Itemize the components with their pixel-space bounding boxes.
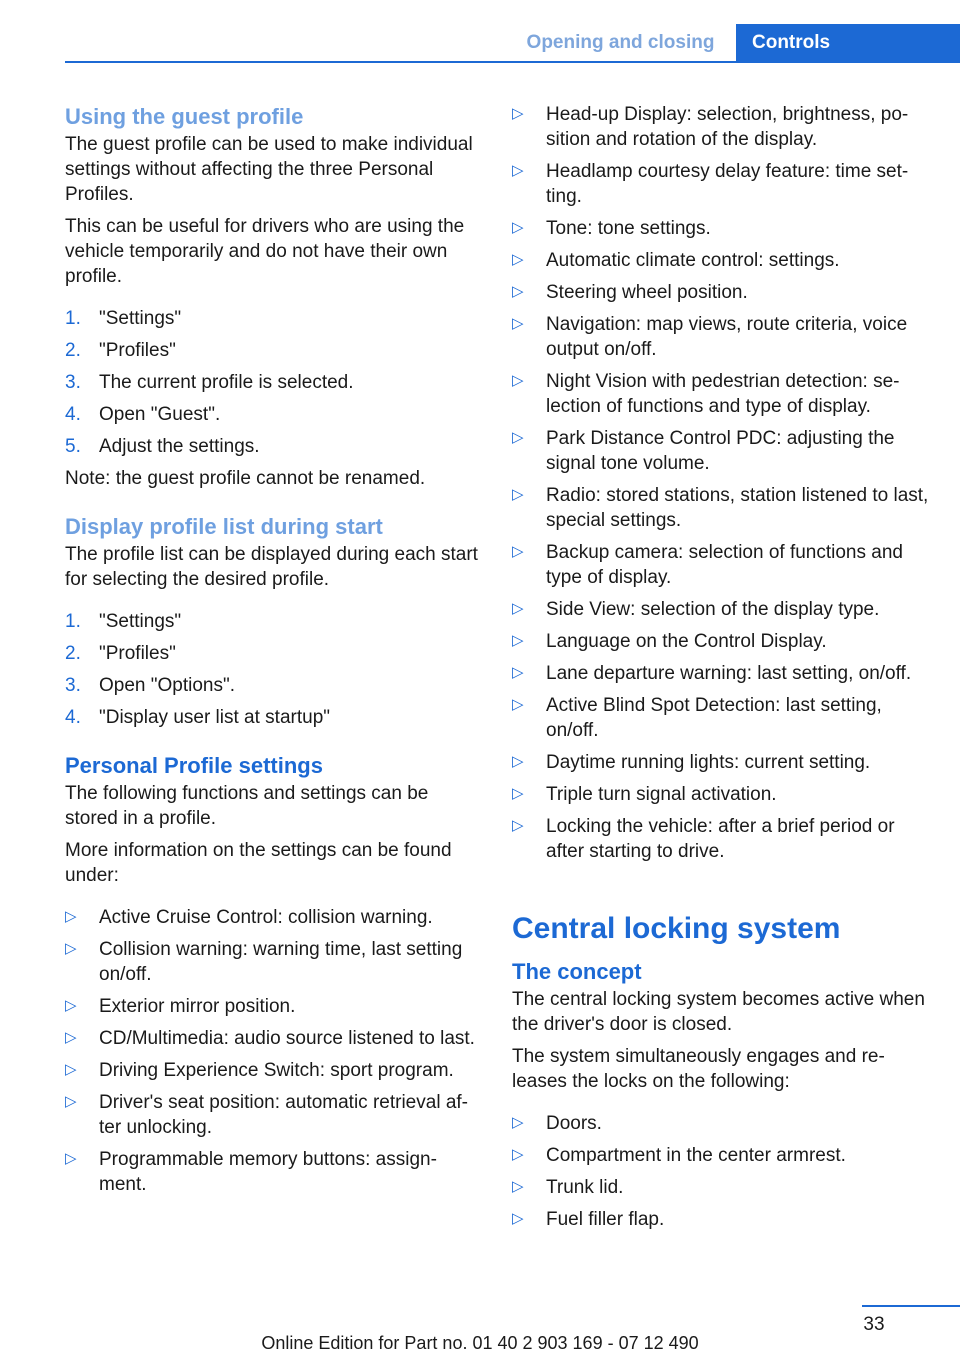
step-number: 4. <box>65 707 81 728</box>
list-item-text: Driver's seat position: automatic retrieval af-ter unlocking. <box>99 1092 468 1138</box>
list-item <box>65 609 483 634</box>
triangle-bullet-icon: ▷ <box>512 817 524 834</box>
list-item-text: CD/Multimedia: audio source listened to last. <box>99 1028 475 1049</box>
list-item <box>512 1207 932 1232</box>
list-item-text: Headlamp courtesy delay feature: time set-ting. <box>546 161 909 207</box>
list-item <box>512 280 932 305</box>
list-item-text: Locking the vehicle: after a brief period or after starting to drive. <box>546 816 895 862</box>
list-item-text: Doors. <box>546 1113 602 1134</box>
triangle-bullet-icon: ▷ <box>512 632 524 649</box>
list-item-text: Automatic climate control: settings. <box>546 250 840 271</box>
list-item <box>512 312 932 362</box>
list-item <box>65 370 483 395</box>
footer-edition: Online Edition for Part no. 01 40 2 903 169 - 07 12 490 <box>261 1333 699 1353</box>
step-number: 3. <box>65 675 81 696</box>
triangle-bullet-icon: ▷ <box>512 486 524 503</box>
triangle-bullet-icon: ▷ <box>512 543 524 560</box>
step-number: 2. <box>65 340 81 361</box>
list-item <box>65 641 483 666</box>
triangle-bullet-icon: ▷ <box>512 429 524 446</box>
list-item-text: Driving Experience Switch: sport program. <box>99 1060 454 1081</box>
concept-list <box>512 1111 932 1232</box>
concept-heading: The concept <box>512 959 642 984</box>
list-item-text: Navigation: map views, route criteria, voice output on/off. <box>546 314 908 360</box>
right-column <box>512 102 932 1239</box>
triangle-bullet-icon: ▷ <box>512 753 524 770</box>
footer-rule <box>862 1305 960 1307</box>
list-item-text: "Profiles" <box>99 643 176 664</box>
list-item <box>512 782 932 807</box>
list-item <box>65 306 483 331</box>
list-item-text: Backup camera: selection of functions and type of display. <box>546 542 903 588</box>
list-item-text: Fuel filler flap. <box>546 1209 665 1230</box>
list-item-text: Side View: selection of the display type. <box>546 599 880 620</box>
list-item-text: Trunk lid. <box>546 1177 624 1198</box>
list-item <box>512 693 932 743</box>
list-item <box>512 661 932 686</box>
step-number: 1. <box>65 308 81 329</box>
list-item <box>65 1058 483 1083</box>
triangle-bullet-icon: ▷ <box>512 696 524 713</box>
central-locking-heading: Central locking system <box>512 912 841 945</box>
list-item <box>65 937 483 987</box>
header-section-title: Opening and closing <box>526 32 715 53</box>
guest-steps-list <box>65 306 483 459</box>
guest-note: Note: the guest profile cannot be renamed. <box>65 468 426 489</box>
list-item <box>512 1143 932 1168</box>
list-item-text: "Profiles" <box>99 340 176 361</box>
list-item <box>512 1175 932 1200</box>
header-chapter-tab: Controls <box>736 24 960 61</box>
guest-paragraph-1: The guest profile can be used to make individual settings without affecting the three Personal Profiles. <box>65 134 473 205</box>
triangle-bullet-icon: ▷ <box>512 162 524 179</box>
list-item-text: Language on the Control Display. <box>546 631 827 652</box>
list-item <box>65 338 483 363</box>
list-item <box>512 159 932 209</box>
list-item-text: Steering wheel position. <box>546 282 748 303</box>
triangle-bullet-icon: ▷ <box>65 1150 77 1167</box>
list-item-text: Active Blind Spot Detection: last setting, on/off. <box>546 695 882 741</box>
list-item <box>512 814 932 864</box>
list-item <box>512 1111 932 1136</box>
left-column <box>65 102 483 1204</box>
list-item <box>65 1147 483 1197</box>
triangle-bullet-icon: ▷ <box>512 1210 524 1227</box>
list-item <box>512 540 932 590</box>
list-item-text: "Settings" <box>99 308 182 329</box>
list-item-text: Open "Options". <box>99 675 236 696</box>
guest-profile-heading: Using the guest profile <box>65 104 304 129</box>
display-profile-heading: Display profile list during start <box>65 514 383 539</box>
list-item <box>512 597 932 622</box>
step-number: 4. <box>65 404 81 425</box>
triangle-bullet-icon: ▷ <box>65 940 77 957</box>
list-item-text: "Display user list at startup" <box>99 707 331 728</box>
list-item-text: Radio: stored stations, station listened to last, special settings. <box>546 485 929 531</box>
triangle-bullet-icon: ▷ <box>512 1178 524 1195</box>
list-item-text: Park Distance Control PDC: adjusting the signal tone volume. <box>546 428 895 474</box>
list-item <box>512 483 932 533</box>
personal-profile-heading: Personal Profile settings <box>65 753 323 778</box>
list-item-text: Programmable memory buttons: assign-ment. <box>99 1149 437 1195</box>
header-rule <box>65 61 960 63</box>
personal-paragraph-1: The following functions and settings can be stored in a profile. <box>65 783 429 829</box>
list-item <box>512 629 932 654</box>
triangle-bullet-icon: ▷ <box>512 1114 524 1131</box>
list-item-text: Triple turn signal activation. <box>546 784 777 805</box>
list-item-text: Active Cruise Control: collision warning. <box>99 907 433 928</box>
personal-settings-list <box>65 905 483 1197</box>
list-item-text: Compartment in the center armrest. <box>546 1145 846 1166</box>
guest-paragraph-2: This can be useful for drivers who are using the vehicle temporarily and do not have their own profile. <box>65 216 465 287</box>
triangle-bullet-icon: ▷ <box>65 997 77 1014</box>
triangle-bullet-icon: ▷ <box>512 219 524 236</box>
list-item-text: Open "Guest". <box>99 404 221 425</box>
triangle-bullet-icon: ▷ <box>512 600 524 617</box>
list-item-text: Daytime running lights: current setting. <box>546 752 871 773</box>
page-number: 33 <box>863 1314 885 1335</box>
list-item <box>65 1090 483 1140</box>
list-item <box>65 705 483 730</box>
step-number: 3. <box>65 372 81 393</box>
triangle-bullet-icon: ▷ <box>512 315 524 332</box>
triangle-bullet-icon: ▷ <box>65 908 77 925</box>
step-number: 1. <box>65 611 81 632</box>
display-steps-list <box>65 609 483 730</box>
list-item <box>512 369 932 419</box>
step-number: 5. <box>65 436 81 457</box>
triangle-bullet-icon: ▷ <box>512 251 524 268</box>
list-item <box>512 248 932 273</box>
list-item <box>65 905 483 930</box>
list-item <box>512 426 932 476</box>
triangle-bullet-icon: ▷ <box>512 1146 524 1163</box>
personal-paragraph-2: More information on the settings can be found under: <box>65 840 452 886</box>
list-item <box>65 673 483 698</box>
list-item-text: Tone: tone settings. <box>546 218 711 239</box>
list-item-text: Lane departure warning: last setting, on/off. <box>546 663 912 684</box>
personal-settings-list-cont <box>512 102 932 864</box>
list-item <box>65 434 483 459</box>
list-item <box>512 750 932 775</box>
list-item-text: The current profile is selected. <box>99 372 354 393</box>
list-item-text: Adjust the settings. <box>99 436 260 457</box>
list-item-text: Exterior mirror position. <box>99 996 296 1017</box>
list-item <box>512 216 932 241</box>
list-item <box>65 402 483 427</box>
triangle-bullet-icon: ▷ <box>512 372 524 389</box>
list-item-text: "Settings" <box>99 611 182 632</box>
triangle-bullet-icon: ▷ <box>65 1093 77 1110</box>
concept-paragraph-2: The system simultaneously engages and re-leases the locks on the following: <box>512 1046 885 1092</box>
triangle-bullet-icon: ▷ <box>512 283 524 300</box>
list-item-text: Head-up Display: selection, brightness, po-sition and rotation of the display. <box>546 104 909 150</box>
list-item-text: Collision warning: warning time, last setting on/off. <box>99 939 463 985</box>
triangle-bullet-icon: ▷ <box>512 105 524 122</box>
triangle-bullet-icon: ▷ <box>65 1029 77 1046</box>
triangle-bullet-icon: ▷ <box>512 664 524 681</box>
list-item <box>65 1026 483 1051</box>
triangle-bullet-icon: ▷ <box>65 1061 77 1078</box>
list-item <box>512 102 932 152</box>
list-item-text: Night Vision with pedestrian detection: se-lection of functions and type of display. <box>546 371 900 417</box>
list-item <box>65 994 483 1019</box>
step-number: 2. <box>65 643 81 664</box>
concept-paragraph-1: The central locking system becomes active when the driver's door is closed. <box>512 989 925 1035</box>
display-paragraph: The profile list can be displayed during each start for selecting the desired profile. <box>65 544 478 590</box>
triangle-bullet-icon: ▷ <box>512 785 524 802</box>
